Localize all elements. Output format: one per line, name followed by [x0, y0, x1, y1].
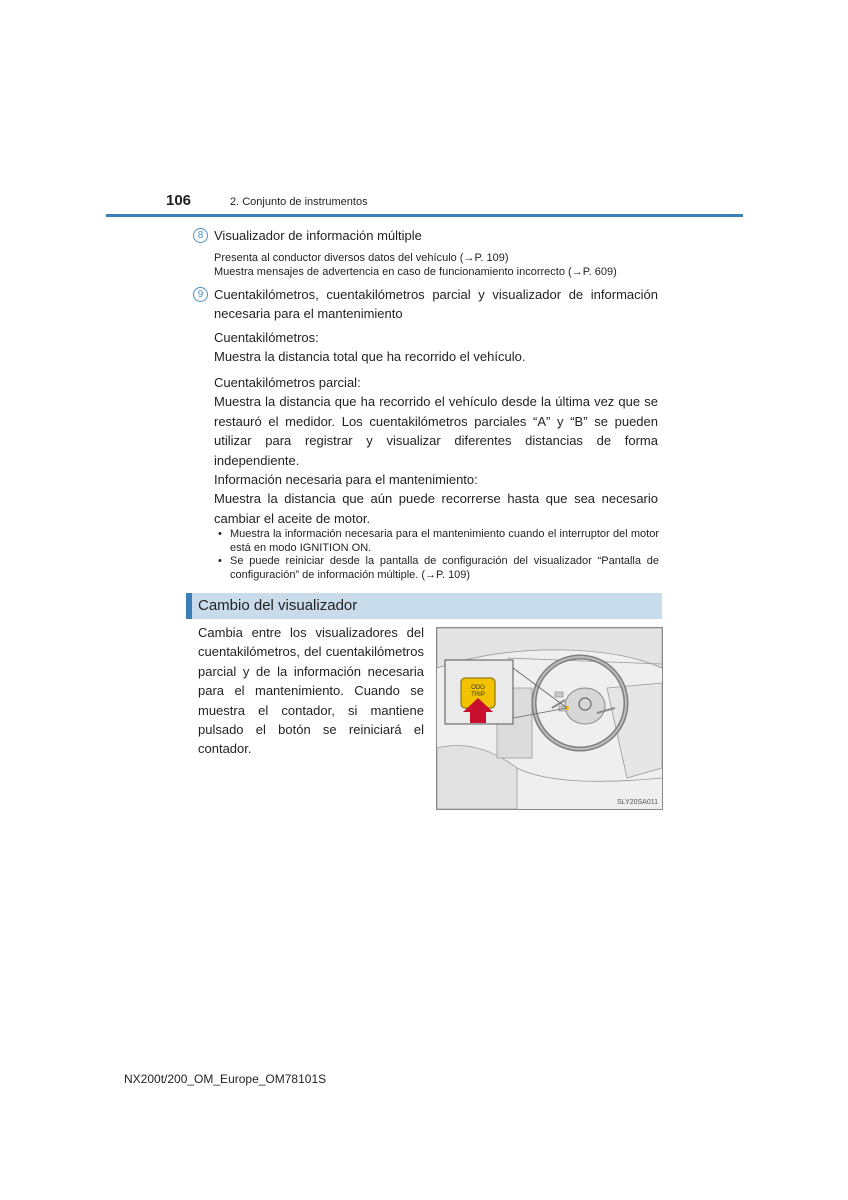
trip-block — [214, 373, 658, 528]
header-rule — [106, 214, 743, 217]
section-header — [186, 593, 662, 619]
button-label-odo: ODO — [471, 685, 485, 691]
maintenance-text: Muestra la distancia que aún puede recorrerse hasta que sea necesario cambiar el aceite de motor. — [214, 491, 658, 526]
item-number-8: 8 — [193, 228, 208, 243]
list-item — [216, 528, 659, 555]
page-number: 106 — [166, 192, 192, 209]
item-8-description — [214, 251, 664, 279]
chapter-title: 2. Conjunto de instrumentos — [230, 196, 368, 208]
trip-heading: Cuentakilómetros parcial: — [214, 375, 361, 390]
item-number-9: 9 — [193, 287, 208, 302]
button-label-trip: TRIP — [471, 692, 485, 698]
dashboard-drawing — [437, 628, 662, 809]
bullet-dot: • — [218, 555, 222, 567]
bullet-text: Muestra la información necesaria para el mantenimiento cuando el interruptor del motor está en modo IGNITION ON. — [230, 528, 659, 554]
item-9-title: Cuentakilómetros, cuentakilómetros parcial y visualizador de información necesaria para el mantenimiento — [214, 287, 658, 321]
list-item — [216, 555, 659, 582]
item-8-line: Muestra mensajes de advertencia en caso de funcionamiento incorrecto (→P. 609) — [214, 266, 617, 278]
bullet-dot: • — [218, 528, 222, 540]
maintenance-heading: Información necesaria para el mantenimiento: — [214, 472, 478, 488]
figure-code: SLY20SA011 — [617, 799, 658, 806]
odometer-text: Muestra la distancia total que ha recorrido el vehículo. — [214, 349, 526, 365]
section-title: Cambio del visualizador — [198, 597, 358, 614]
section-text: Cambia entre los visualizadores del cuentakilómetros, del cuentakilómetros parcial y de la información necesaria para el mantenimiento. Cuando se muestra el contador, si mantiene pulsado el botón se reiniciará el contador. — [198, 625, 424, 757]
odometer-heading: Cuentakilómetros: — [214, 330, 319, 345]
footer-manual-code: NX200t/200_OM_Europe_OM78101S — [124, 1072, 327, 1086]
notes-list — [216, 528, 659, 582]
dashboard-illustration — [436, 627, 663, 810]
odometer-block — [214, 328, 658, 367]
trip-text: Muestra la distancia que ha recorrido el vehículo desde la última vez que se restauró el medidor. Los cuentakilómetros parciales “A” y “B” se pueden utilizar para registrar y visualizar diferentes distancias de forma independiente. — [214, 394, 658, 468]
item-8-line: Presenta al conductor diversos datos del vehículo (→P. 109) — [214, 252, 509, 264]
bullet-text: Se puede reiniciar desde la pantalla de configuración del visualizador “Pantalla de configuración” de información múltiple. (→P. 109) — [230, 555, 659, 581]
item-8-title: Visualizador de información múltiple — [214, 228, 422, 243]
